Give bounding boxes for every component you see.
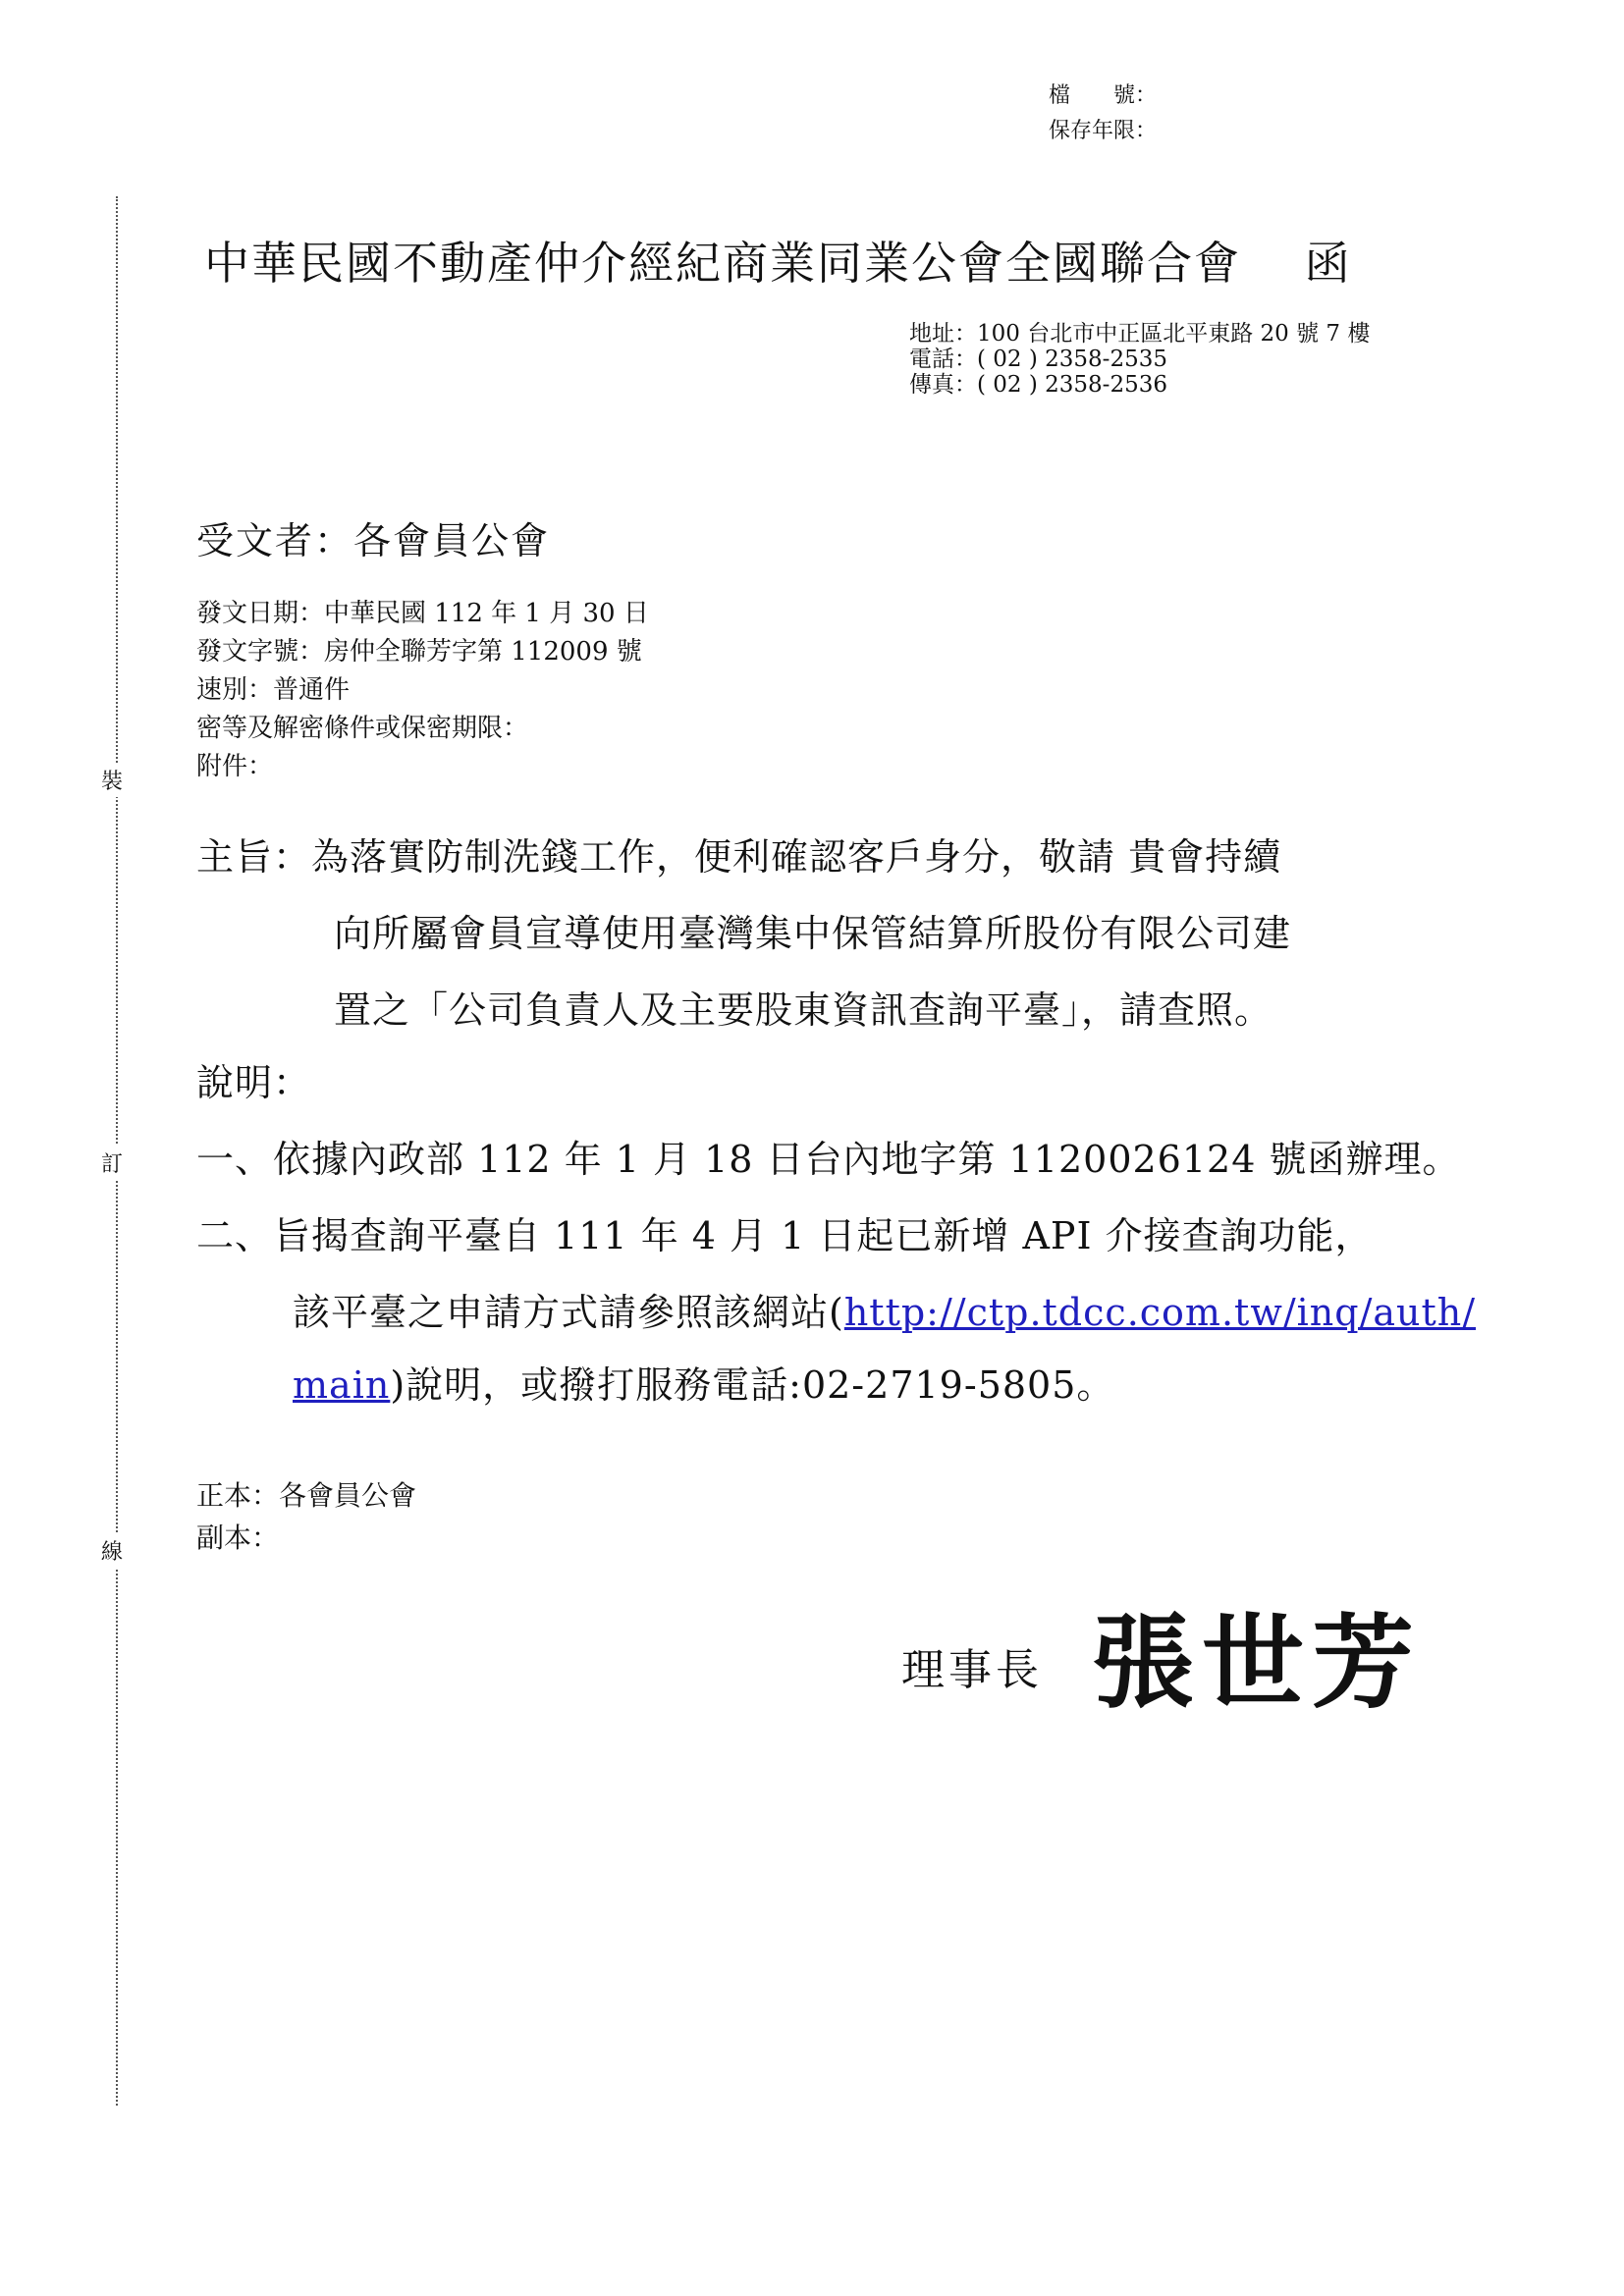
signatory-name: 張世芳 — [1092, 1602, 1423, 1723]
binding-mark-xian: 線 — [101, 1533, 123, 1568]
explanation-heading: 說明： — [196, 1061, 312, 1104]
contact-phone: 電話：( 02 ) 2358-2535 — [909, 347, 1167, 372]
explanation-item-1: 一、依據內政部 112 年 1 月 18 日台內地字第 1120026124 號函辦理。 — [196, 1138, 1461, 1181]
subject-line-1: 主旨：為落實防制洗錢工作，便利確認客戶身分，敬請 貴會持續 — [196, 835, 1282, 879]
explanation-item-2-line-3 — [293, 1355, 1114, 1409]
contact-address: 地址：100 台北市中正區北平東路 20 號 7 樓 — [909, 321, 1371, 347]
service-website-link-part-1[interactable]: http://ctp.tdcc.com.tw/inq/auth/ — [843, 1291, 1477, 1334]
service-website-link-part-2[interactable]: main — [293, 1363, 391, 1407]
issue-date: 發文日期：中華民國 112 年 1 月 30 日 — [196, 599, 649, 628]
recipient: 受文者：各會員公會 — [196, 519, 551, 562]
subject-line-2: 向所屬會員宣導使用臺灣集中保管結算所股份有限公司建 — [334, 912, 1292, 955]
explanation-item-2-line-1: 二、旨揭查詢平臺自 111 年 4 月 1 日起已新增 API 介接查詢功能， — [196, 1214, 1374, 1257]
secrecy-level: 密等及解密條件或保密期限： — [196, 714, 529, 743]
binding-mark-ding: 訂 — [101, 1146, 123, 1180]
attachment: 附件： — [196, 752, 274, 781]
document-number: 發文字號：房仲全聯芳字第 112009 號 — [196, 637, 642, 667]
signatory-title: 理事長 — [901, 1645, 1043, 1695]
retention-period-label: 保存年限： — [1049, 119, 1158, 143]
contact-fax: 傳真：( 02 ) 2358-2536 — [909, 372, 1167, 398]
explanation-item-2-prefix: 該平臺之申請方式請參照該網站( — [293, 1291, 844, 1334]
subject-line-3: 置之「公司負責人及主要股東資訊查詢平臺」，請查照。 — [334, 988, 1273, 1032]
original-copy-recipients: 正本：各會員公會 — [196, 1479, 417, 1512]
organization-title: 中華民國不動產仲介經紀商業同業公會全國聯合會 函 — [204, 237, 1352, 290]
delivery-speed: 速別：普通件 — [196, 675, 351, 705]
carbon-copy-recipients: 副本： — [196, 1522, 280, 1554]
binding-mark-zhuang: 裝 — [101, 763, 123, 797]
explanation-item-2-suffix: )說明，或撥打服務電話:02-2719-5805。 — [390, 1363, 1115, 1407]
explanation-item-2-line-2 — [293, 1282, 1476, 1336]
file-number-label: 檔 號： — [1049, 83, 1158, 108]
